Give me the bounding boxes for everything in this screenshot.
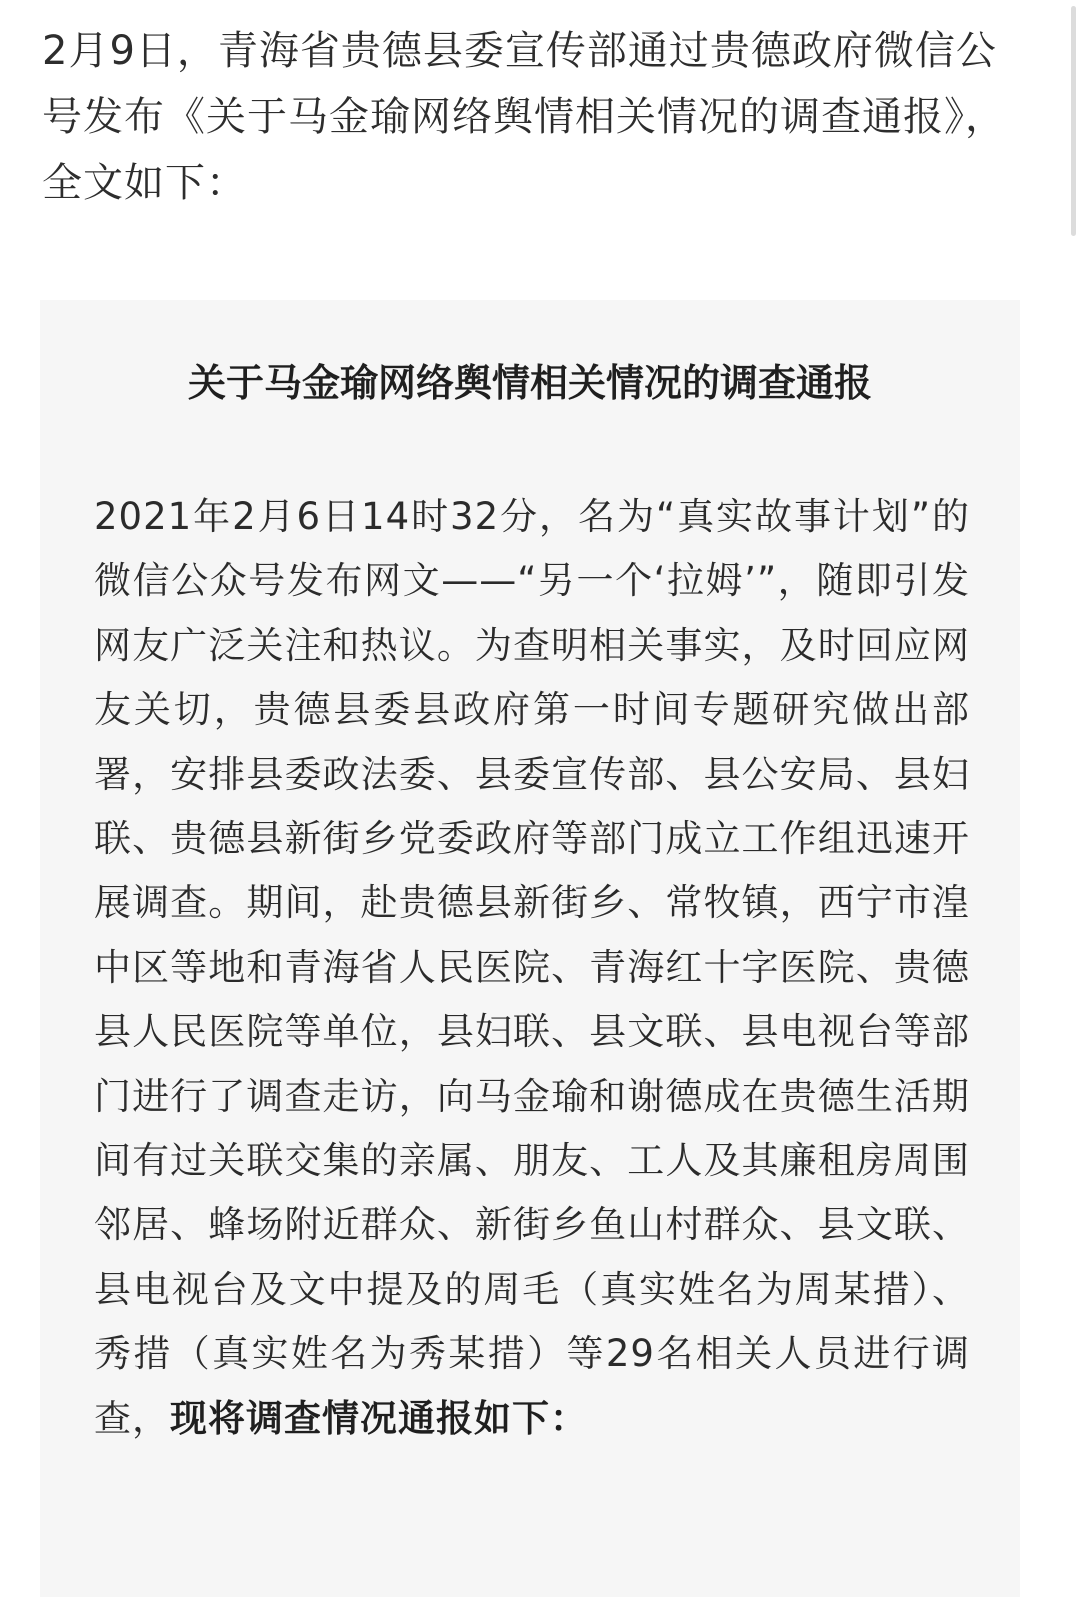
intro-paragraph: 2月9日，青海省贵德县委宣传部通过贵德政府微信公号发布《关于马金瑜网络舆情相关情况的调查通报》，全文如下：	[42, 28, 1006, 206]
notice-title: 关于马金瑜网络舆情相关情况的调查通报	[187, 361, 872, 405]
notice-body	[94, 485, 970, 1451]
notice-body-text: 2021年2月6日14时32分，名为“真实故事计划”的微信公众号发布网文——“另一个‘拉姆’”，随即引发网友广泛关注和热议。为查明相关事实，及时回应网友关切，贵德县委县政府第一时间专题研究做出部署，安排县委政法委、县委宣传部、县公安局、县妇联、贵德县新街乡党委政府等部门成立工作组迅速开展调查。期间，赴贵德县新街乡、常牧镇，西宁市湟中区等地和青海省人民医院、青海红十字医院、贵德县人民医院等单位，县妇联、县文联、县电视台等部门进行了调查走访，向马金瑜和谢德成在贵德生活期间有过关联交集的亲属、朋友、工人及其廉租房周围邻居、蜂场附近群众、新街乡鱼山村群众、县文联、县电视台及文中提及的周毛（真实姓名为周某措）、秀措（真实姓名为秀某措）等29名相关人员进行调查，	[94, 495, 970, 1440]
scrollbar[interactable]	[1071, 6, 1076, 236]
notice-quote-block	[40, 300, 1020, 1597]
notice-body-bold: 现将调查情况通报如下：	[170, 1396, 588, 1440]
